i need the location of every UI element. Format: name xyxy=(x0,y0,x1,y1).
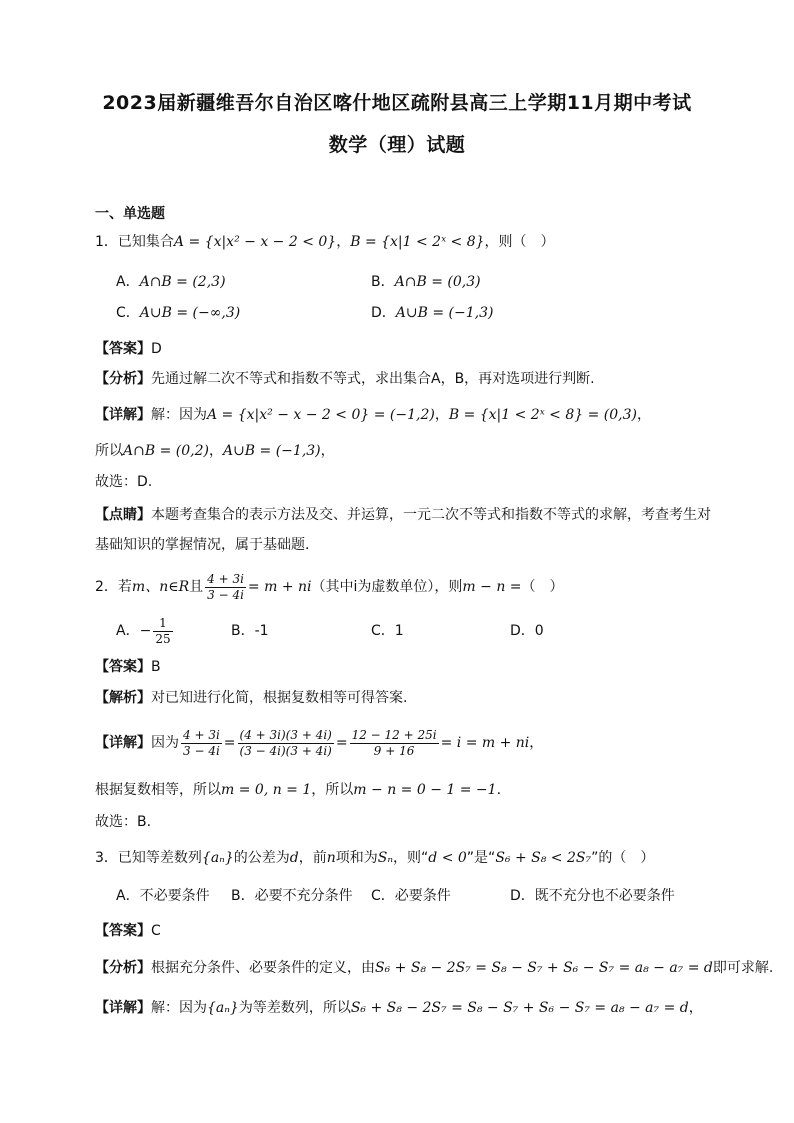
detail-math: = i = m + ni xyxy=(440,735,530,751)
detail-text: 所以 xyxy=(95,443,123,459)
q1-option-d xyxy=(371,303,493,323)
q1-stem-end: ，则（ ） xyxy=(484,234,555,250)
detail-text: 根据复数相等，所以 xyxy=(95,782,221,798)
detail-fraction-1 xyxy=(181,728,222,759)
fraction-numerator: (4 + 3i)(3 + 4i) xyxy=(239,727,332,742)
q2-stem-text: 且 xyxy=(189,579,204,595)
q1-option-a xyxy=(116,272,226,292)
answer-tag: 【答案】 xyxy=(95,341,151,357)
detail-text: 因为 xyxy=(151,735,179,751)
equals: = xyxy=(335,735,348,751)
option-math: A∩B = (0,3) xyxy=(394,274,481,290)
q3-var: d xyxy=(289,850,299,866)
q1-stem-text: 1．已知集合 xyxy=(95,234,174,250)
detail-text: ，所以 xyxy=(311,782,354,798)
detail-tag: 【详解】 xyxy=(95,407,151,423)
q2-choose: 故选：B. xyxy=(95,814,152,830)
option-label: D． xyxy=(371,305,396,321)
q1-set-b: B = {x|1 < 2ˣ < 8} xyxy=(350,234,485,250)
exam-subtitle: 数学（理）试题 xyxy=(328,134,466,156)
q1-option-b xyxy=(371,272,481,292)
detail-fraction-3 xyxy=(350,728,439,759)
q3-detail xyxy=(95,998,703,1018)
fraction-numerator: 12 − 12 + 25i xyxy=(351,727,437,742)
fraction-numerator: 1 xyxy=(153,616,172,632)
q2-option-a xyxy=(116,612,175,650)
q1-set-a: A = {x|x² − x − 2 < 0} xyxy=(173,234,337,250)
q3-option-c: C．必要条件 xyxy=(371,888,451,904)
punct: ， xyxy=(636,407,651,423)
analysis-tag: 【解析】 xyxy=(95,690,151,706)
option-label: C． xyxy=(116,305,140,321)
option-label: A． xyxy=(116,274,140,290)
q2-option-b: B．-1 xyxy=(231,623,269,639)
q3-stem-end: ”的（ ） xyxy=(591,850,655,866)
detail-math: m − n = 0 − 1 = −1 xyxy=(353,782,497,798)
option-sign: − xyxy=(139,623,152,639)
punct: ， xyxy=(529,735,544,751)
punct: ， xyxy=(208,443,223,459)
option-math: A∩B = (2,3) xyxy=(139,274,226,290)
fraction-denominator: 3 − 4i xyxy=(207,587,244,602)
detail-text: 为等差数列，所以 xyxy=(238,1000,351,1016)
q3-stem-text: ，则“ xyxy=(393,850,429,866)
option-label: B． xyxy=(371,274,395,290)
q3-stem xyxy=(95,848,654,868)
q1-choose: 故选：D. xyxy=(95,474,153,490)
exam-title: 2023届新疆维吾尔自治区喀什地区疏附县高三上学期11月期中考试 xyxy=(102,92,692,114)
q3-option-d: D．既不充分也不必要条件 xyxy=(510,888,675,904)
answer-tag: 【答案】 xyxy=(95,659,151,675)
analysis-text: 即可求解. xyxy=(712,960,774,976)
q2-ask: m − n = xyxy=(462,579,522,595)
detail-tag: 【详解】 xyxy=(95,735,151,751)
answer-value: D xyxy=(151,341,162,357)
analysis-text: 根据充分条件、必要条件的定义，由 xyxy=(151,960,375,976)
q2-stem-text: （其中i为虚数单位），则 xyxy=(311,579,463,595)
q2-stem xyxy=(95,568,564,606)
punct: ， xyxy=(688,1000,703,1016)
punct: . xyxy=(496,782,502,798)
q2-detail xyxy=(95,724,543,762)
q3-stem-text: 的公差为 xyxy=(233,850,290,866)
equals: = xyxy=(223,735,236,751)
q1-comment-cont: 基础知识的掌握情况，属于基础题. xyxy=(95,537,310,553)
q1-conclusion xyxy=(95,441,335,461)
q2-conclusion xyxy=(95,780,501,800)
answer-value: B xyxy=(151,659,161,675)
q2-option-d: D．0 xyxy=(510,623,544,639)
detail-math: A∩B = (0,2) xyxy=(123,443,209,459)
q1-stem xyxy=(95,232,555,252)
detail-text: 解：因为 xyxy=(151,1000,207,1016)
answer-tag: 【答案】 xyxy=(95,923,151,939)
analysis-math: S₆ + S₈ − 2S₇ = S₈ − S₇ + S₆ − S₇ = a₈ − a₇ = d xyxy=(375,960,713,976)
q1-analysis xyxy=(95,369,595,389)
q2-fraction xyxy=(205,572,246,603)
analysis-text: 先通过解二次不等式和指数不等式，求出集合A，B，再对选项进行判断. xyxy=(151,371,595,387)
q1-answer xyxy=(95,339,162,359)
q3-var: n xyxy=(326,850,336,866)
option-math: A∪B = (−∞,3) xyxy=(139,305,241,321)
section-heading: 一、单选题 xyxy=(95,206,165,222)
q3-analysis xyxy=(95,958,773,978)
q3-condition: d < 0 xyxy=(428,850,467,866)
q3-stem-text: 3．已知等差数列 xyxy=(95,850,202,866)
q3-sequence: {aₙ} xyxy=(201,850,234,866)
analysis-tag: 【分析】 xyxy=(95,371,151,387)
detail-math: m = 0, n = 1 xyxy=(221,782,312,798)
q3-stem-text: ，前 xyxy=(298,850,327,866)
detail-fraction-2 xyxy=(238,728,334,759)
q1-detail xyxy=(95,405,651,425)
fraction-denominator: 25 xyxy=(155,631,171,646)
q2-answer xyxy=(95,657,161,677)
detail-text: 解：因为 xyxy=(151,407,207,423)
q3-option-b: B．必要不充分条件 xyxy=(231,888,353,904)
q2-option-c: C．1 xyxy=(371,623,404,639)
detail-tag: 【详解】 xyxy=(95,1000,151,1016)
punct: ， xyxy=(434,407,449,423)
answer-value: C xyxy=(151,923,161,939)
punct: ， xyxy=(320,443,335,459)
analysis-text: 对已知进行化简，根据复数相等可得答案. xyxy=(151,690,408,706)
comment-text: 本题考查集合的表示方法及交、并运算，一元二次不等式和指数不等式的求解，考查考生对 xyxy=(151,507,711,523)
q3-stem-text: 项和为 xyxy=(335,850,378,866)
comment-tag: 【点睛】 xyxy=(95,507,151,523)
q1-option-c xyxy=(116,303,240,323)
fraction-denominator: (3 − 4i)(3 + 4i) xyxy=(239,743,332,758)
q3-var: Sₙ xyxy=(377,850,394,866)
fraction-numerator: 4 + 3i xyxy=(207,571,244,586)
option-label: A． xyxy=(116,623,140,639)
option-math: A∪B = (−1,3) xyxy=(395,305,494,321)
q2-analysis xyxy=(95,688,407,708)
q3-option-a: A．不必要条件 xyxy=(116,888,210,904)
punct: ， xyxy=(336,234,351,250)
q2-equation: = m + ni xyxy=(247,579,312,595)
q3-answer xyxy=(95,921,161,941)
q2-stem-end: （ ） xyxy=(521,579,564,595)
q3-stem-text: ”是“ xyxy=(466,850,496,866)
fraction-denominator: 3 − 4i xyxy=(183,743,220,758)
q1-comment xyxy=(95,505,711,525)
detail-math: {aₙ} xyxy=(207,1000,239,1016)
option-fraction xyxy=(153,616,172,647)
fraction-denominator: 9 + 16 xyxy=(373,743,415,758)
q2-vars: m、n∈R xyxy=(131,579,190,595)
detail-math: A = {x|x² − x − 2 < 0} = (−1,2) xyxy=(207,407,435,423)
detail-math: B = {x|1 < 2ˣ < 8} = (0,3) xyxy=(448,407,637,423)
q3-condition: S₆ + S₈ < 2S₇ xyxy=(495,850,592,866)
detail-math: A∪B = (−1,3) xyxy=(222,443,321,459)
detail-math: S₆ + S₈ − 2S₇ = S₈ − S₇ + S₆ − S₇ = a₈ − a₇ = d xyxy=(350,1000,689,1016)
fraction-numerator: 4 + 3i xyxy=(183,727,220,742)
analysis-tag: 【分析】 xyxy=(95,960,151,976)
q2-stem-text: 2．若 xyxy=(95,579,132,595)
